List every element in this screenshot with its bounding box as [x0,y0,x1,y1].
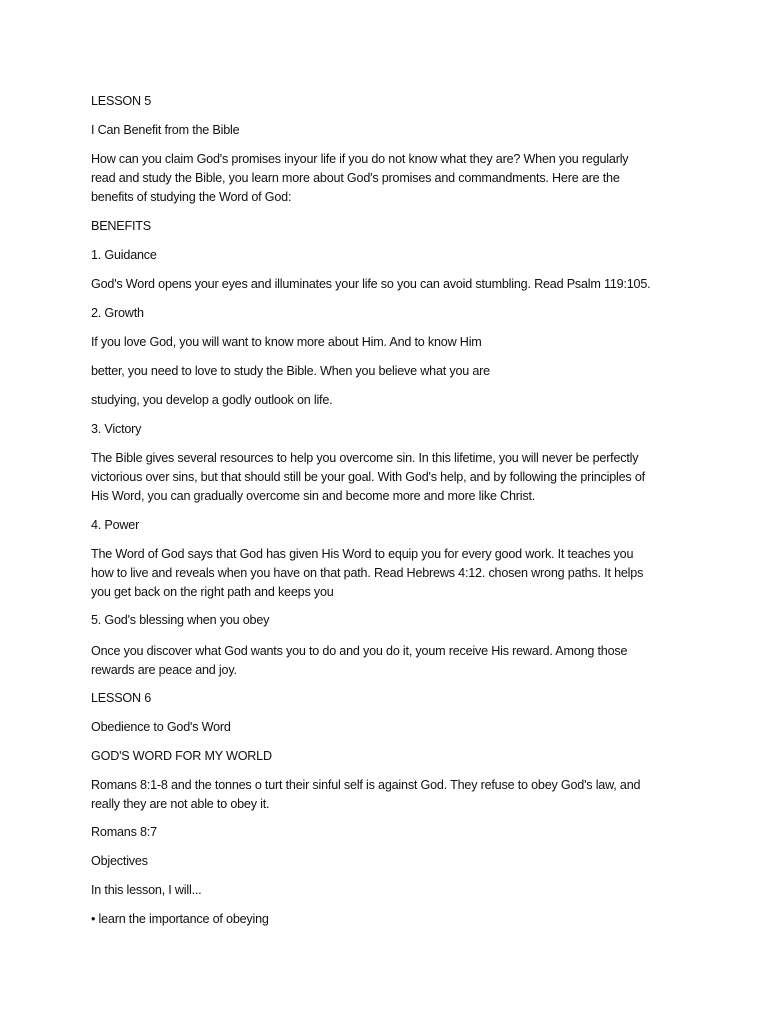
objectives-heading: Objectives [91,854,148,868]
guidance-heading: 1. Guidance [91,248,157,262]
text-line: Once you discover what God wants you to do and you do it, youm receive His reward. Among those [91,644,628,658]
text-line: you get back on the right path and keeps you [91,585,334,599]
lesson5-heading: LESSON 5 [91,94,151,108]
objective-bullet: • learn the importance of obeying [91,912,269,926]
lesson5-title: I Can Benefit from the Bible [91,123,240,137]
text-line: The Word of God says that God has given His Word to equip you for every good work. It teaches you [91,547,634,561]
blessing-heading: 5. God's blessing when you obey [91,613,270,627]
text-line: studying, you develop a godly outlook on life. [91,393,333,407]
growth-line-1 [91,333,691,352]
text-line: How can you claim God's promises inyour life if you do not know what they are? When you regularly [91,152,629,166]
text-line: The Bible gives several resources to help you overcome sin. In this lifetime, you will never be perfectly [91,451,639,465]
power-heading: 4. Power [91,518,140,532]
growth-heading: 2. Growth [91,306,144,320]
text-line: rewards are peace and joy. [91,663,237,677]
text-line: benefits of studying the Word of God: [91,190,292,204]
text-line: His Word, you can gradually overcome sin and become more and more like Christ. [91,489,536,503]
lesson5-intro-paragraph [91,150,691,207]
lesson6-subheading: GOD'S WORD FOR MY WORLD [91,749,272,763]
growth-line-2 [91,362,691,381]
text-line: victorious over sins, but that should still be your goal. With God's help, and by following the principles of [91,470,645,484]
text-line: how to live and reveals when you have on that path. Read Hebrews 4:12. chosen wrong paths. It helps [91,566,644,580]
romans-paragraph [91,776,691,814]
growth-line-3 [91,391,691,410]
romans-reference: Romans 8:7 [91,825,157,839]
benefits-heading: BENEFITS [91,219,151,233]
text-line: Romans 8:1-8 and the tonnes o turt their sinful self is against God. They refuse to obey God's law, and [91,778,641,792]
objectives-intro: In this lesson, I will... [91,883,202,897]
text-line: really they are not able to obey it. [91,797,270,811]
victory-heading: 3. Victory [91,422,142,436]
lesson6-title: Obedience to God's Word [91,720,231,734]
text-line: read and study the Bible, you learn more about God's promises and commandments. Here are the [91,171,620,185]
guidance-paragraph [91,275,691,294]
lesson6-heading: LESSON 6 [91,691,151,705]
text-line: God's Word opens your eyes and illuminates your life so you can avoid stumbling. Read Psalm 119:105. [91,277,651,291]
blessing-paragraph [91,642,691,680]
power-paragraph [91,545,691,602]
text-line: better, you need to love to study the Bible. When you believe what you are [91,364,490,378]
text-line: If you love God, you will want to know more about Him. And to know Him [91,335,482,349]
victory-paragraph [91,449,691,506]
